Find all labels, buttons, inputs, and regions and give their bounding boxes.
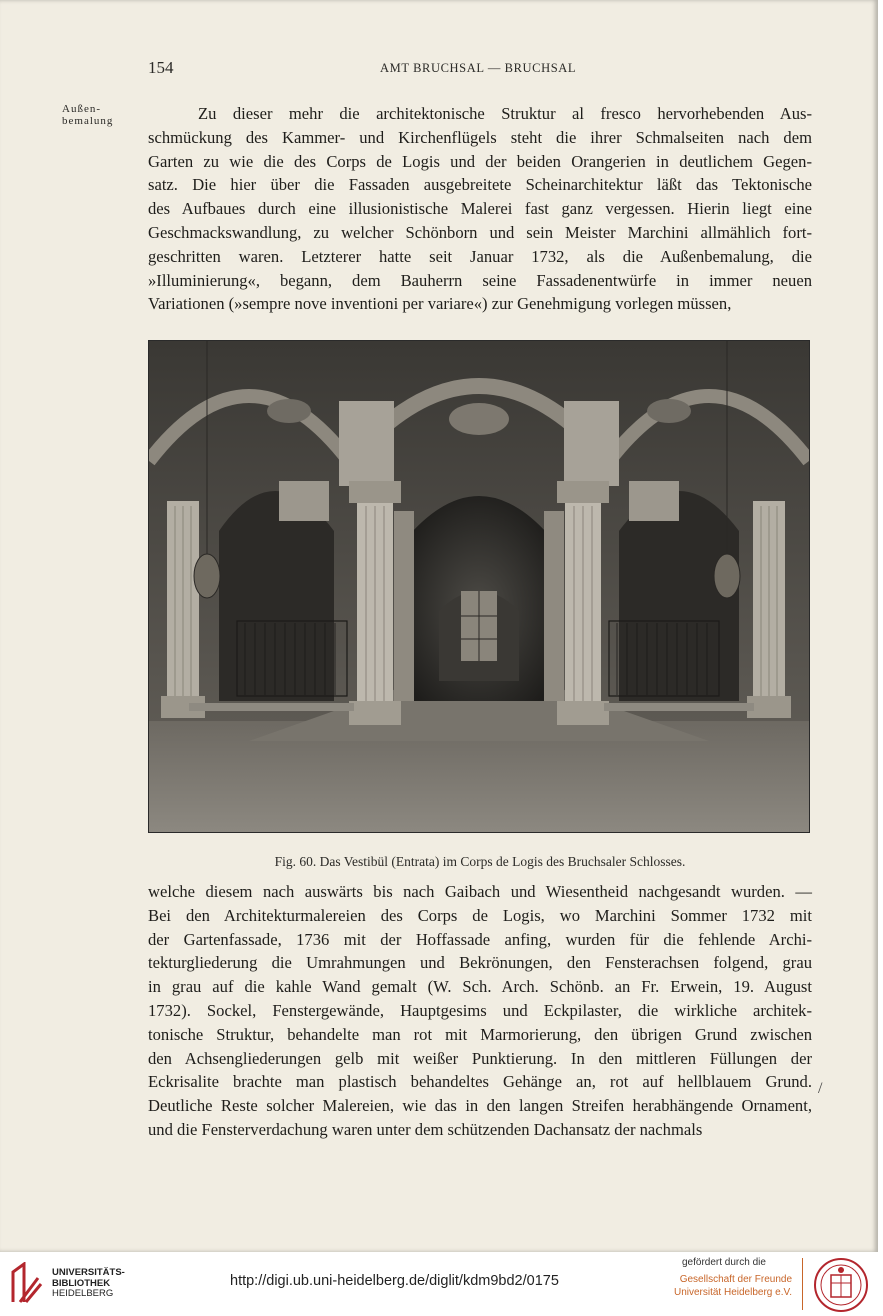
sponsor-name-line: Gesellschaft der Freunde [679,1274,792,1285]
margin-note-line: bemalung [62,115,114,127]
text-line: Variationen (»sempre nove inventioni per variare«) zur Genehmigung vorlegen müssen, [148,294,732,314]
text-line: tekturgliederung die Umrahmungen und Bekrönungen, den Fensterachsen folgend, grau [148,953,812,973]
university-seal-icon [813,1257,869,1313]
paragraph-1 [148,102,812,316]
vestibule-photograph [148,340,810,833]
text-line: tonische Struktur, behandelte man rot mit Marmorierung, den übrigen Grund zwischen [148,1024,812,1044]
sponsor-intro: gefördert durch die [682,1257,766,1268]
paragraph-2 [148,880,812,1142]
permalink-url[interactable]: http://digi.ub.uni-heidelberg.de/diglit/kdm9bd2/0175 [230,1273,559,1289]
library-name-line: UNIVERSITÄTS- [52,1267,125,1278]
figure-caption: Fig. 60. Das Vestibül (Entrata) im Corps de Logis des Bruchsaler Schlosses. [274,854,686,869]
text-line: Eckrisalite brachte man plastisch behandeltes Gehänge an, rot auf hellblauem Grund. [148,1072,812,1092]
text-line: schmückung des Kammer- und Kirchenflügels steht die ihrer Schmalseiten nach dem [148,127,812,147]
library-name-line: BIBLIOTHEK [52,1277,111,1289]
text-line: satz. Die hier über die Fassaden ausgebreitete Scheinarchitektur läßt das Tektonische [148,175,812,195]
sponsor-name-line: Universität Heidelberg e.V. [673,1287,792,1298]
text-line: geschritten waren. Letzterer hatte seit Januar 1732, als die Außenbemalung, die [148,246,812,266]
sponsor-divider [802,1258,803,1310]
text-line: Zu dieser mehr die architektonische Struktur al fresco hervorhebenden Aus- [198,104,812,123]
library-name [52,1268,125,1300]
text-line: den Achsengliederungen gelb mit weißer Punktierung. In den mittleren Füllungen der [148,1048,812,1068]
text-line: des Aufbaues durch eine illusionistische Malerei fast ganz vergessen. Hierin liegt eine [148,199,812,219]
pencil-mark: / [818,1080,823,1097]
text-line: 1732). Sockel, Fenstergewände, Hauptgesims und Eckpilaster, die wirkliche architek- [148,1000,812,1020]
page-number: 154 [148,58,174,77]
text-line: Deutliche Reste solcher Malereien, wie das in den langen Streifen herabhängende Ornament, [148,1096,812,1116]
vestibule-illustration [149,341,809,832]
text-line: in grau auf die kahle Wand gemalt (W. Sch. Arch. Schönb. an Fr. Erwein, 19. August [148,977,812,997]
text-line: und die Fensterverdachung waren unter dem schützenden Dachansatz der nachmals [148,1119,703,1139]
text-line: der Gartenfassade, 1736 mit der Hoffassade anfing, wurden für die fehlende Archi- [148,929,812,949]
margin-note [62,103,142,127]
text-line: Garten zu wie die des Corps de Logis und der beiden Orangerien in deutlichem Gegen- [148,151,812,171]
text-line: Bei den Architekturmalereien des Corps de Logis, wo Marchini Sommer 1732 mit [148,905,812,925]
margin-note-line: Außen- [62,103,101,115]
text-line: welche diesem nach auswärts bis nach Gaibach und Wiesentheid nachgesandt wurden. — [148,882,812,901]
university-library-logo-icon [10,1262,44,1304]
text-line: »Illuminierung«, begann, dem Bauherrn seine Fassadenentwürfe in immer neuen [148,270,812,290]
library-name-line: HEIDELBERG [52,1288,114,1299]
running-head: AMT BRUCHSAL — BRUCHSAL [380,61,577,75]
text-line: Geschmackswandlung, zu welcher Schönborn und sein Meister Marchini allmählich fort- [148,222,812,242]
